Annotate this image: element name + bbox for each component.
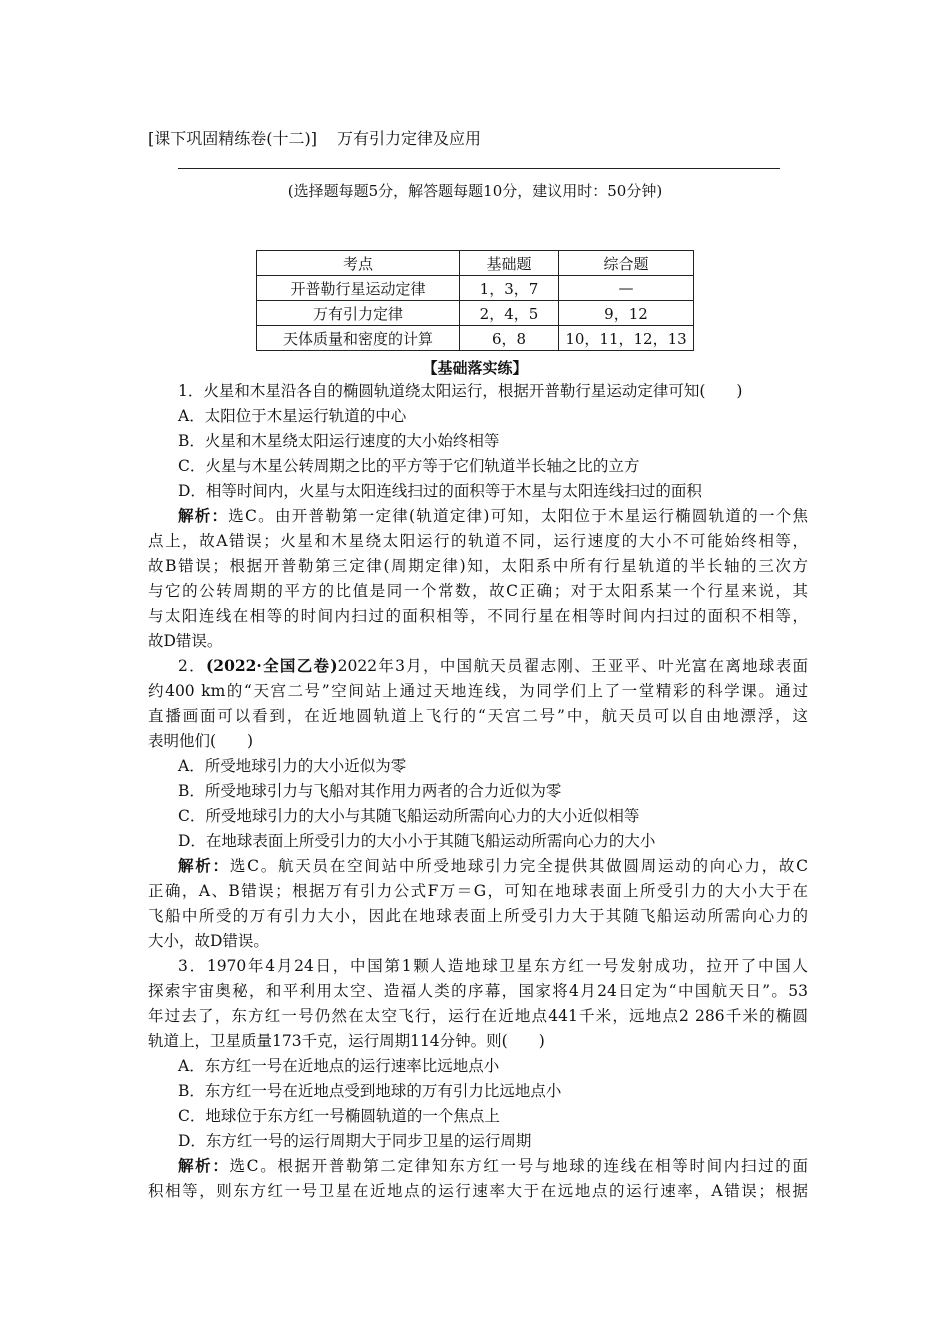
q1-analysis-line (148, 504, 808, 528)
title-label: [课下巩固精练卷(十二)] (148, 129, 317, 148)
q1-option-d: D．相等时间内，火星与太阳连线扫过的面积等于木星与太阳连线扫过的面积 (178, 482, 702, 500)
q1-analysis-line: 与太阳连线在相等的时间内扫过的面积相等，不同行星在相等时间内扫过的面积不相等， (148, 607, 808, 625)
q2-option-d: D．在地球表面上所受引力的大小小于其随飞船运动所需向心力的大小 (178, 832, 656, 850)
q2-stem-text: 2022年3月，中国航天员翟志刚、王亚平、叶光富在离地球表面 (337, 657, 808, 675)
time-note: (选择题每题5分，解答题每题10分，建议用时：50分钟) (287, 182, 663, 200)
q2-analysis-line: 大小，故D错误。 (148, 932, 269, 950)
page-title (148, 126, 481, 149)
q1-option-b: B．火星和木星绕太阳运行速度的大小始终相等 (178, 432, 500, 450)
q3-option-c: C．地球位于东方红一号椭圆轨道的一个焦点上 (178, 1107, 500, 1125)
analysis-label: 解析： (178, 1156, 230, 1175)
table-row (257, 276, 694, 301)
table-cell: 开普勒行星运动定律 (257, 276, 460, 301)
table-cell: 万有引力定律 (257, 301, 460, 326)
table-cell: — (559, 276, 694, 301)
table-cell: 6，8 (460, 326, 559, 351)
q2-analysis-line (148, 854, 808, 878)
topic-table (256, 250, 694, 351)
table-cell: 9，12 (559, 301, 694, 326)
q3-analysis-line: 积相等，则东方红一号卫星在近地点的运行速率大于在远地点的运行速率，A错误；根据 (148, 1182, 808, 1200)
q2-analysis-line: 飞船中所受的万有引力大小，因此在地球表面上所受引力大于其随飞船运动所需向心力的 (148, 907, 808, 925)
table-cell: 2，4，5 (460, 301, 559, 326)
q2-stem-line: 直播画面可以看到，在近地圆轨道上飞行的“天宫二号”中，航天员可以自由地漂浮，这 (148, 707, 808, 725)
table-header-row (257, 251, 694, 276)
table-header-cell: 综合题 (559, 251, 694, 276)
analysis-label: 解析： (178, 506, 229, 525)
q3-stem-line: 年过去了，东方红一号仍然在太空飞行，运行在近地点441千米，远地点2 286千米的椭圆 (148, 1007, 808, 1025)
table-header-cell: 基础题 (460, 251, 559, 276)
q1-analysis-line: 故B错误；根据开普勒第三定律(周期定律)知，太阳系中所有行星轨道的半长轴的三次方 (148, 557, 808, 575)
q2-stem-line: 约400 km的“天宫二号”空间站上通过天地连线，为同学们上了一堂精彩的科学课。通过 (148, 682, 808, 700)
q2-analysis-line: 正确，A、B错误；根据万有引力公式F万＝G，可知在地球表面上所受引力的大小大于在 (148, 882, 808, 900)
q1-analysis-line: 与它的公转周期的平方的比值是同一个常数，故C正确；对于太阳系某一个行星来说，其 (148, 582, 808, 600)
q2-number: 2． (178, 657, 206, 675)
q1-analysis-line: 点上，故A错误；火星和木星绕太阳运行的轨道不同，运行速度的大小不可能始终相等， (148, 532, 808, 550)
table-header-cell: 考点 (257, 251, 460, 276)
table-cell: 10，11，12，13 (559, 326, 694, 351)
title-divider (178, 168, 780, 169)
table-row (257, 326, 694, 351)
q3-option-a: A．东方红一号在近地点的运行速率比远地点小 (178, 1057, 500, 1075)
q2-stem-line (148, 654, 808, 678)
table-cell: 1，3，7 (460, 276, 559, 301)
q1-option-a: A．太阳位于木星运行轨道的中心 (178, 407, 407, 425)
q2-option-c: C．所受地球引力的大小与其随飞船运动所需向心力的大小近似相等 (178, 807, 640, 825)
table-cell: 天体质量和密度的计算 (257, 326, 460, 351)
q3-option-d: D．东方红一号的运行周期大于同步卫星的运行周期 (178, 1132, 532, 1150)
analysis-label: 解析： (178, 856, 230, 875)
q1-analysis-line: 故D错误。 (148, 632, 223, 650)
q2-option-b: B．所受地球引力与飞船对其作用力两者的合力近似为零 (178, 782, 562, 800)
q1-stem: 1．火星和木星沿各自的椭圆轨道绕太阳运行，根据开普勒行星运动定律可知( ) (178, 382, 743, 400)
title-topic: 万有引力定律及应用 (336, 129, 481, 148)
q1-option-c: C．火星与木星公转周期之比的平方等于它们轨道半长轴之比的立方 (178, 457, 640, 475)
q3-stem-line: 轨道上，卫星质量173千克，运行周期114分钟。则( ) (148, 1032, 545, 1050)
q3-option-b: B．东方红一号在近地点受到地球的万有引力比远地点小 (178, 1082, 562, 1100)
analysis-text: 选C。航天员在空间站中所受地球引力完全提供其做圆周运动的向心力，故C (229, 857, 808, 875)
table-row (257, 301, 694, 326)
q3-stem-line: 探索宇宙奥秘，和平利用太空、造福人类的序幕，国家将4月24日定为“中国航天日”。53 (148, 982, 808, 1000)
q2-stem-line: 表明他们( ) (148, 732, 254, 750)
q2-option-a: A．所受地球引力的大小近似为零 (178, 757, 407, 775)
q2-source: (2022·全国乙卷) (205, 656, 338, 675)
section-title: 【基础落实练】 (422, 359, 528, 377)
analysis-text: 选C。由开普勒第一定律(轨道定律)可知，太阳位于木星运行椭圆轨道的一个焦 (228, 507, 808, 525)
analysis-text: 选C。根据开普勒第二定律知东方红一号与地球的连线在相等时间内扫过的面 (229, 1157, 808, 1175)
q3-analysis-line (148, 1154, 808, 1178)
q3-stem-line: 3．1970年4月24日，中国第1颗人造地球卫星东方红一号发射成功，拉开了中国人 (178, 957, 808, 975)
